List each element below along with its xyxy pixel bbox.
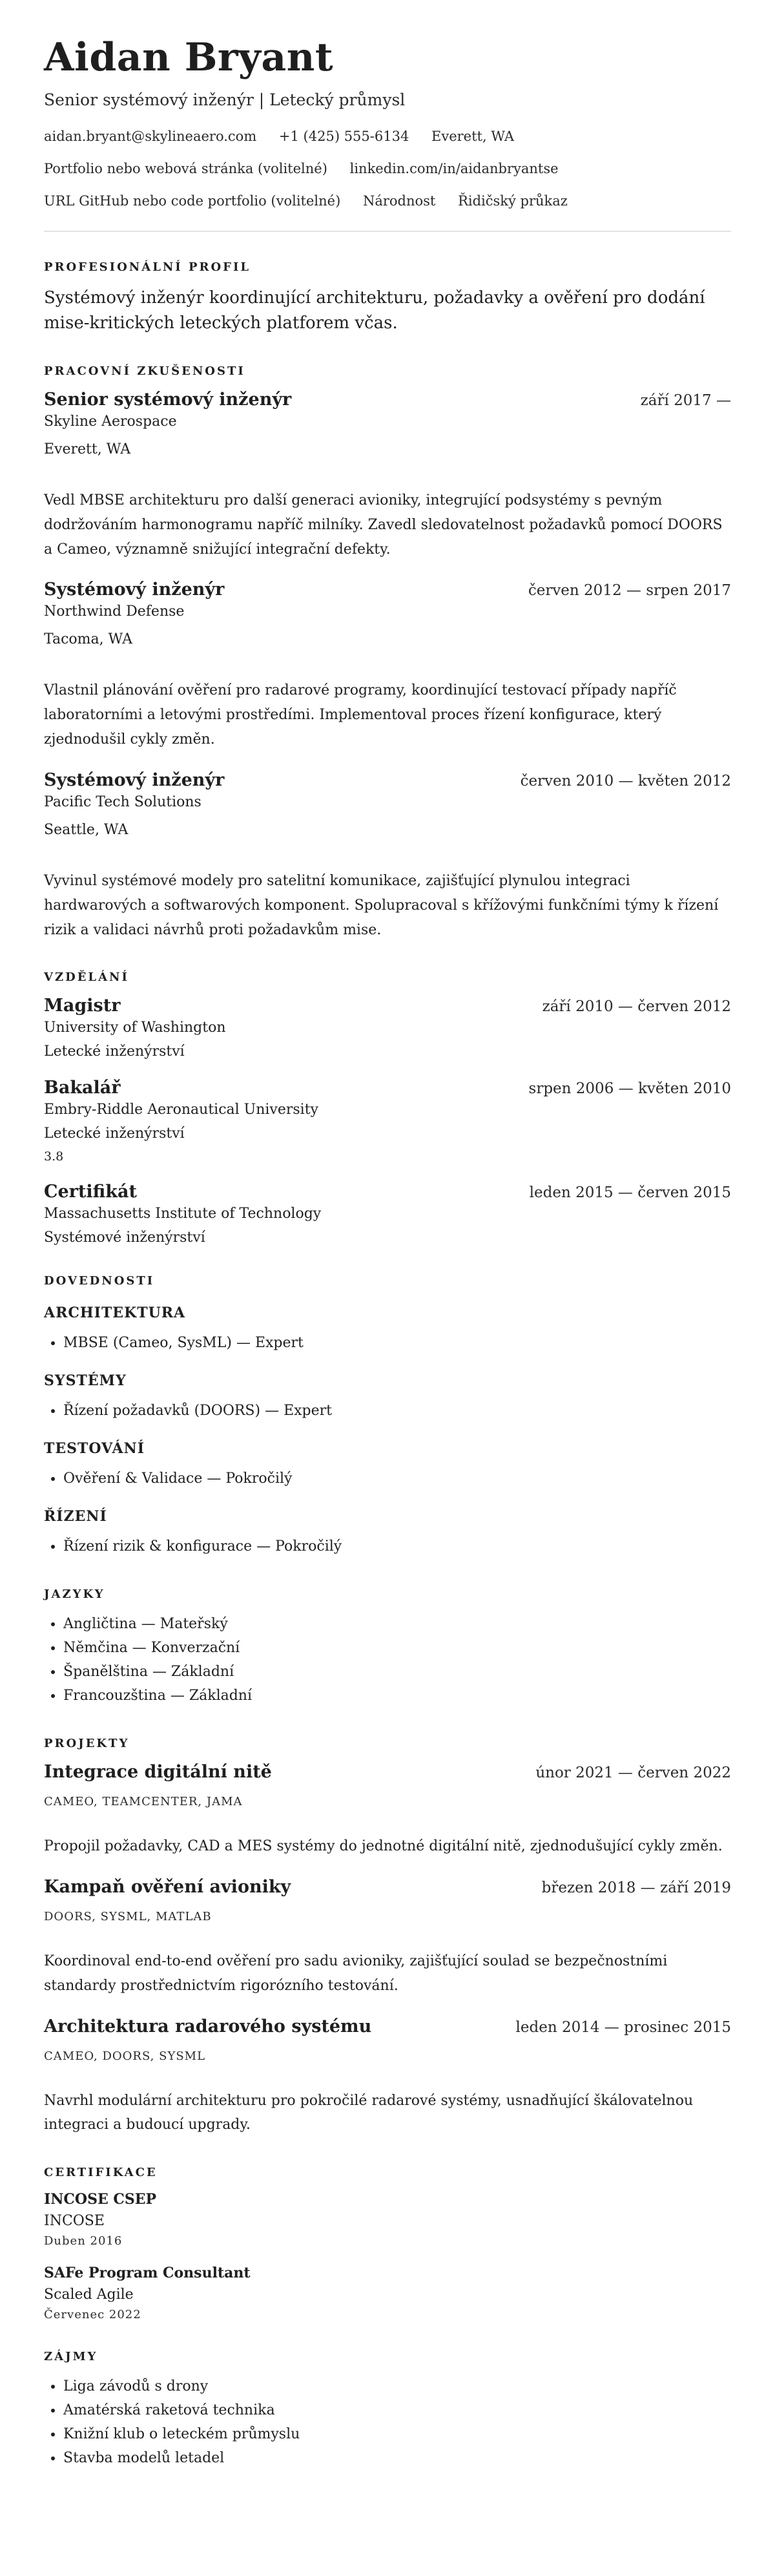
section-title-interests: ZÁJMY bbox=[44, 2350, 98, 2364]
project-tech: CAMEO, TEAMCENTER, JAMA bbox=[44, 1795, 243, 1809]
job-description: Vlastnil plánování ověření pro radarové programy, koordinující testovací případy napříč laboratorními a letovými prostředími. Implementoval proces řízení konfigurace, který zjednodušil cykly změn. bbox=[44, 682, 677, 748]
contact-row bbox=[44, 129, 731, 144]
linkedin-link[interactable]: linkedin.com/in/aidanbryantse bbox=[349, 161, 559, 176]
certification-name: INCOSE CSEP bbox=[44, 2191, 157, 2208]
project-name: Architektura radarového systému bbox=[44, 2016, 372, 2037]
job-location: Tacoma, WA bbox=[44, 631, 133, 648]
project-name: Kampaň ověření avioniky bbox=[44, 1876, 291, 1897]
field-of-study: Letecké inženýrství bbox=[44, 1043, 185, 1060]
location-text: Everett, WA bbox=[431, 129, 515, 144]
job-location: Everett, WA bbox=[44, 441, 131, 457]
degree-title: Certifikát bbox=[44, 1182, 137, 1202]
skill-item: • Řízení rizik & konfigurace — Pokročilý bbox=[63, 1535, 731, 1559]
project-entry bbox=[44, 1762, 731, 1859]
skill-list bbox=[44, 1467, 731, 1491]
phone-text: +1 (425) 555-6134 bbox=[278, 129, 409, 144]
job-title: Systémový inženýr bbox=[44, 770, 225, 790]
section-title-profile: PROFESIONÁLNÍ PROFIL bbox=[44, 260, 251, 274]
candidate-name: Aidan Bryant bbox=[44, 35, 334, 80]
project-entry bbox=[44, 2016, 731, 2138]
header-divider bbox=[44, 231, 731, 232]
company-name: Skyline Aerospace bbox=[44, 414, 177, 430]
school-name: University of Washington bbox=[44, 1020, 226, 1036]
language-list bbox=[44, 1613, 731, 1708]
degree-title: Magistr bbox=[44, 996, 121, 1016]
certification-entry bbox=[44, 2191, 731, 2248]
job-description: Vedl MBSE architekturu pro další generaci avioniky, integrující podsystémy s pevným dodržováním harmonogramu napříč milníky. Zavedl sledovatelnost požadavků pomocí DOORS a Cameo, významně snižující integrační defekty. bbox=[44, 492, 723, 558]
certification-entry bbox=[44, 2265, 731, 2321]
extra-row bbox=[44, 193, 731, 209]
job-title: Systémový inženýr bbox=[44, 580, 225, 600]
project-tech: CAMEO, DOORS, SYSML bbox=[44, 2049, 206, 2063]
email-link[interactable]: aidan.bryant@skylineaero.com bbox=[44, 129, 257, 144]
education-entry bbox=[44, 1078, 731, 1164]
job-dates: září 2017 — bbox=[640, 392, 731, 409]
certification-issuer: Scaled Agile bbox=[44, 2287, 134, 2303]
section-title-skills: DOVEDNOSTI bbox=[44, 1274, 155, 1288]
field-of-study: Systémové inženýrství bbox=[44, 1230, 205, 1246]
company-name: Pacific Tech Solutions bbox=[44, 793, 202, 810]
section-title-languages: JAZYKY bbox=[44, 1587, 105, 1602]
skill-item: • Řízení požadavků (DOORS) — Expert bbox=[63, 1399, 731, 1423]
education-dates: srpen 2006 — květen 2010 bbox=[528, 1080, 731, 1098]
school-name: Massachusetts Institute of Technology bbox=[44, 1206, 322, 1222]
job-dates: červen 2010 — květen 2012 bbox=[520, 772, 731, 790]
links-row bbox=[44, 161, 731, 176]
language-item: • Francouzština — Základní bbox=[63, 1684, 731, 1708]
skill-list bbox=[44, 1399, 731, 1423]
job-dates: červen 2012 — srpen 2017 bbox=[528, 582, 731, 600]
project-description: Koordinoval end-to-end ověření pro sadu avioniky, zajišťující soulad se bezpečnostními standardy prostřednictvím rigorózního testování. bbox=[44, 1953, 668, 1994]
company-name: Northwind Defense bbox=[44, 603, 185, 620]
profile-text: Systémový inženýr koordinující architekturu, požadavky a ověření pro dodání mise-kritických leteckých platforem včas. bbox=[44, 288, 705, 333]
certification-name: SAFe Program Consultant bbox=[44, 2265, 251, 2282]
nationality-text: Národnost bbox=[362, 193, 436, 209]
project-dates: březen 2018 — září 2019 bbox=[541, 1879, 731, 1896]
experience-entry bbox=[44, 580, 731, 751]
skill-item: • MBSE (Cameo, SysML) — Expert bbox=[63, 1332, 731, 1356]
gpa-value: 3.8 bbox=[44, 1149, 64, 1164]
section-title-certifications: CERTIFIKACE bbox=[44, 2166, 158, 2180]
job-title: Senior systémový inženýr bbox=[44, 390, 292, 410]
interest-item: • Stavba modelů letadel bbox=[63, 2447, 731, 2471]
interest-list bbox=[44, 2375, 731, 2471]
job-location: Seattle, WA bbox=[44, 821, 129, 838]
project-name: Integrace digitální nitě bbox=[44, 1762, 272, 1783]
section-title-projects: PROJEKTY bbox=[44, 1737, 130, 1751]
certification-date: Duben 2016 bbox=[44, 2234, 123, 2248]
experience-entry bbox=[44, 390, 731, 561]
education-entry bbox=[44, 1182, 731, 1246]
project-entry bbox=[44, 1877, 731, 1998]
interest-item: • Liga závodů s drony bbox=[63, 2375, 731, 2399]
project-dates: leden 2014 — prosinec 2015 bbox=[515, 2018, 731, 2036]
interest-item: • Knižní klub o leteckém průmyslu bbox=[63, 2423, 731, 2447]
section-title-education: VZDĚLÁNÍ bbox=[44, 970, 129, 985]
headline: Senior systémový inženýr | Letecký průmysl bbox=[44, 90, 406, 109]
project-description: Navrhl modulární architekturu pro pokročilé radarové systémy, usnadňující škálovatelnou integraci a budoucí upgrady. bbox=[44, 2092, 694, 2133]
section-title-experience: PRACOVNÍ ZKUŠENOSTI bbox=[44, 364, 245, 378]
skill-category: SYSTÉMY bbox=[44, 1372, 127, 1390]
job-description: Vyvinul systémové modely pro satelitní komunikace, zajišťující plynulou integraci hardwarových a softwarových komponent. Spolupracoval s křížovými funkčními týmy k řízení rizik a validaci návrhů proti požadavkům mise. bbox=[44, 872, 719, 938]
skill-category: ARCHITEKTURA bbox=[44, 1304, 186, 1322]
education-dates: leden 2015 — červen 2015 bbox=[529, 1184, 731, 1202]
education-entry bbox=[44, 996, 731, 1060]
project-tech: DOORS, SYSML, MATLAB bbox=[44, 1909, 212, 1923]
skill-item: • Ověření & Validace — Pokročilý bbox=[63, 1467, 731, 1491]
github-link[interactable]: URL GitHub nebo code portfolio (volitelné) bbox=[44, 193, 341, 209]
school-name: Embry-Riddle Aeronautical University bbox=[44, 1102, 318, 1118]
language-item: • Angličtina — Mateřský bbox=[63, 1613, 731, 1637]
language-item: • Španělština — Základní bbox=[63, 1660, 731, 1684]
portfolio-link[interactable]: Portfolio nebo webová stránka (volitelné) bbox=[44, 161, 327, 176]
degree-title: Bakalář bbox=[44, 1078, 121, 1098]
experience-entry bbox=[44, 770, 731, 942]
skill-list bbox=[44, 1332, 731, 1356]
education-dates: září 2010 — červen 2012 bbox=[542, 998, 731, 1016]
field-of-study: Letecké inženýrství bbox=[44, 1126, 185, 1142]
project-dates: únor 2021 — červen 2022 bbox=[535, 1764, 731, 1782]
project-description: Propojil požadavky, CAD a MES systémy do jednotné digitální nitě, zjednodušující cykly změn. bbox=[44, 1838, 723, 1855]
license-text: Řidičský průkaz bbox=[458, 193, 568, 209]
certification-issuer: INCOSE bbox=[44, 2213, 105, 2230]
skill-list bbox=[44, 1535, 731, 1559]
skill-category: TESTOVÁNÍ bbox=[44, 1440, 145, 1458]
language-item: • Němčina — Konverzační bbox=[63, 1637, 731, 1660]
certification-date: Červenec 2022 bbox=[44, 2308, 141, 2322]
skill-category: ŘÍZENÍ bbox=[44, 1508, 107, 1525]
interest-item: • Amatérská raketová technika bbox=[63, 2399, 731, 2423]
